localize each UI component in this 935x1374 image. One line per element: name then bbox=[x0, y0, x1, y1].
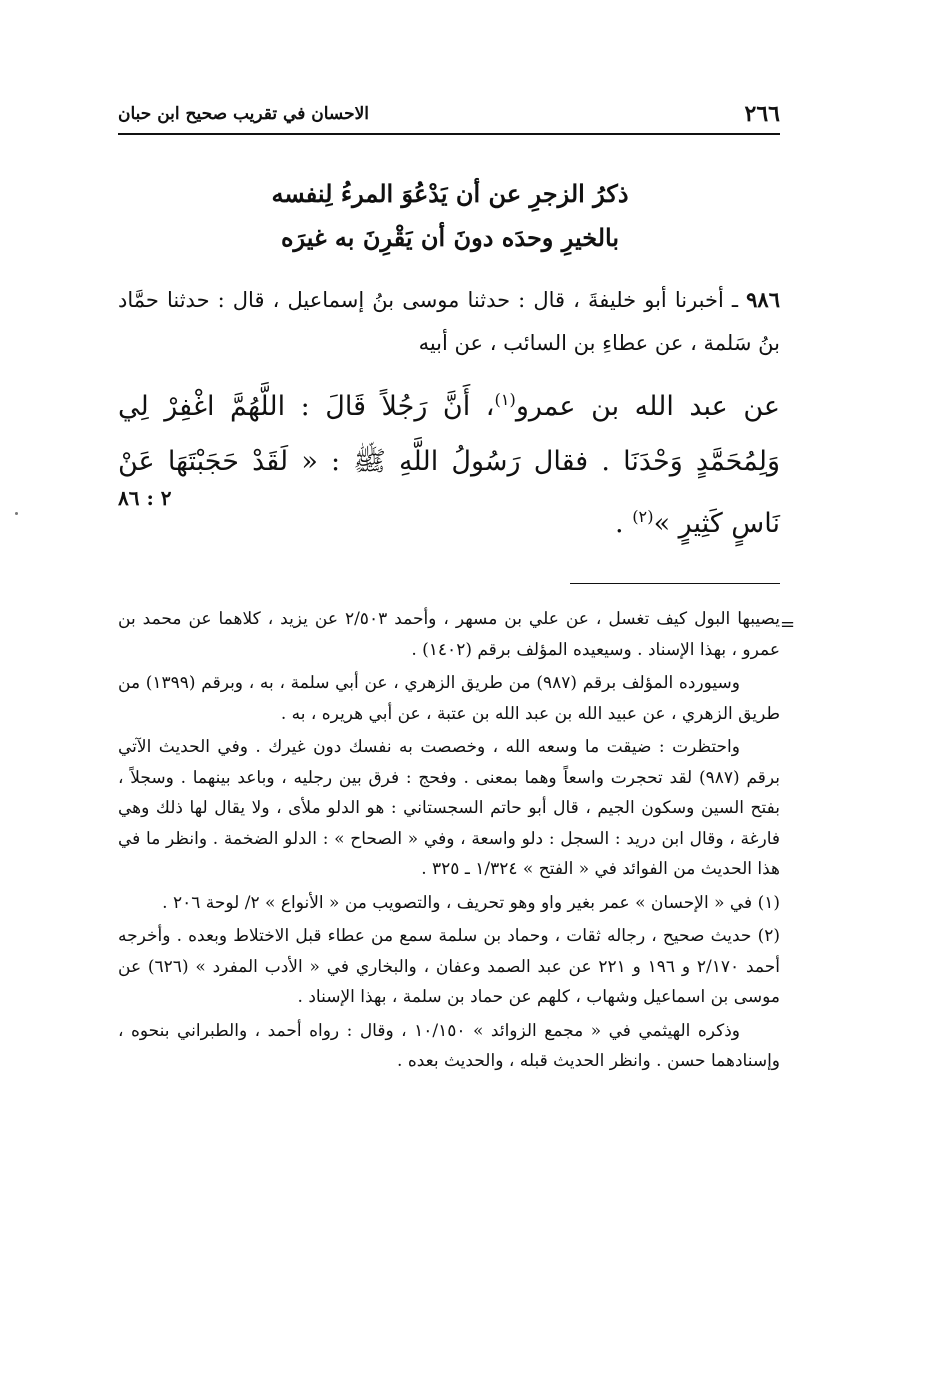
footnote-ref-1: (١) bbox=[494, 390, 516, 409]
footnote-rule bbox=[570, 583, 780, 584]
matn-text-1: عن عبد الله بن عمرو bbox=[515, 391, 780, 422]
footnote-paragraph: واحتظرت : ضيقت ما وسعه الله ، وخصصت به نفسك دون غيرك . وفي الحديث الآتي برقم (٩٨٧) لقد تحجرت واسعاً وهما بمعنى . وفحج : فرق بين رجليه ، وباعد بينهما . وسجلاً ، بفتح السين وسكون الجيم ، قال أبو حاتم السجستاني : هو الدلو ملأى ، ولا يقال لها ذلك وهي فارغة ، وقال ابن دريد : السجل : دلو واسعة ، وفي « الصحاح » : الدلو الضخمة . وانظر ما في هذا الحديث من الفوائد في « الفتح » ١/٣٢٤ ـ ٣٢٥ . bbox=[118, 737, 780, 879]
scan-speck bbox=[15, 512, 18, 515]
footnotes bbox=[118, 604, 780, 1080]
section-heading-line-2: بالخيرِ وحدَه دونَ أن يَقْرِنَ به غيرَه bbox=[280, 223, 620, 252]
footnote-2: (٢) حديث صحيح ، رجاله ثقات ، وحماد بن سلمة سمع من عطاء قبل الاختلاط وبعده . وأخرجه أحمد ٢/١٧٠ و ١٩٦ و ٢٢١ عن عبد الصمد وعفان ، والبخاري في « الأدب المفرد » (٦٢٦) عن موسى بن اسماعيل وشهاب ، كلهم عن حماد بن سلمة ، بهذا الإسناد . bbox=[118, 926, 780, 1007]
section-heading-line-1: ذكرُ الزجرِ عن أن يَدْعُوَ المرءُ لِنفسه bbox=[271, 179, 629, 208]
page-header bbox=[118, 100, 780, 128]
footnote-continued: يصيبها البول كيف تغسل ، عن علي بن مسهر ، وأحمد ٢/٥٠٣ عن يزيد ، كلاهما عن محمد بن عمرو ، بهذا الإسناد . وسيعيده المؤلف برقم (١٤٠٢) . bbox=[118, 609, 780, 660]
header-rule bbox=[118, 133, 780, 135]
isnad-text: ـ أخبرنا أبو خليفةَ ، قال : حدثنا موسى بنُ إسماعيل ، قال : حدثنا حمَّاد بنُ سَلمة ، عن عطاءِ بن السائب ، عن أبيه bbox=[118, 288, 780, 355]
margin-reference: ٢ : ٨٦ bbox=[118, 486, 172, 510]
continuation-mark: = bbox=[780, 614, 796, 635]
section-heading bbox=[150, 172, 750, 260]
hadith-number: ٩٨٦ bbox=[746, 287, 780, 312]
footnote-paragraph: وسيورده المؤلف برقم (٩٨٧) من طريق الزهري ، عن أبي سلمة ، به ، وبرقم (١٣٩٩) من طريق الزهري ، عن عبيد الله بن عبد الله بن عتبة ، عن أبي هريره ، به . bbox=[118, 673, 780, 724]
footnote-ref-2: (٢) bbox=[632, 507, 654, 526]
matn-end: . bbox=[615, 508, 633, 539]
footnote-2-paragraph: وذكره الهيثمي في « مجمع الزوائد » ١٠/١٥٠ ، وقال : رواه أحمد ، والطبراني بنحوه ، وإسنادهما حسن . وانظر الحديث قبله ، والحديث بعده . bbox=[118, 1020, 780, 1071]
running-title: الاحسان في تقريب صحيح ابن حبان bbox=[118, 104, 369, 124]
matn-text-2: ، أَنَّ رَجُلاً قَالَ : اللَّهُمَّ اغْفِرْ لِي وَلِمُحَمَّدٍ وَحْدَنَا . فقال رَسُولُ اللَّهِ ﷺ : « لَقَدْ حَجَبْتَهَا عَنْ نَاسٍ كَثِيرٍ » bbox=[118, 391, 780, 539]
footnote-1: (١) في « الإحسان » عمر بغير واو وهو تحريف ، والتصويب من « الأنواع » ٢/ لوحة ٢٠٦ . bbox=[162, 892, 780, 913]
page-number: ٢٦٦ bbox=[744, 101, 780, 127]
hadith-isnad bbox=[118, 278, 780, 365]
hadith-matn bbox=[118, 372, 780, 551]
